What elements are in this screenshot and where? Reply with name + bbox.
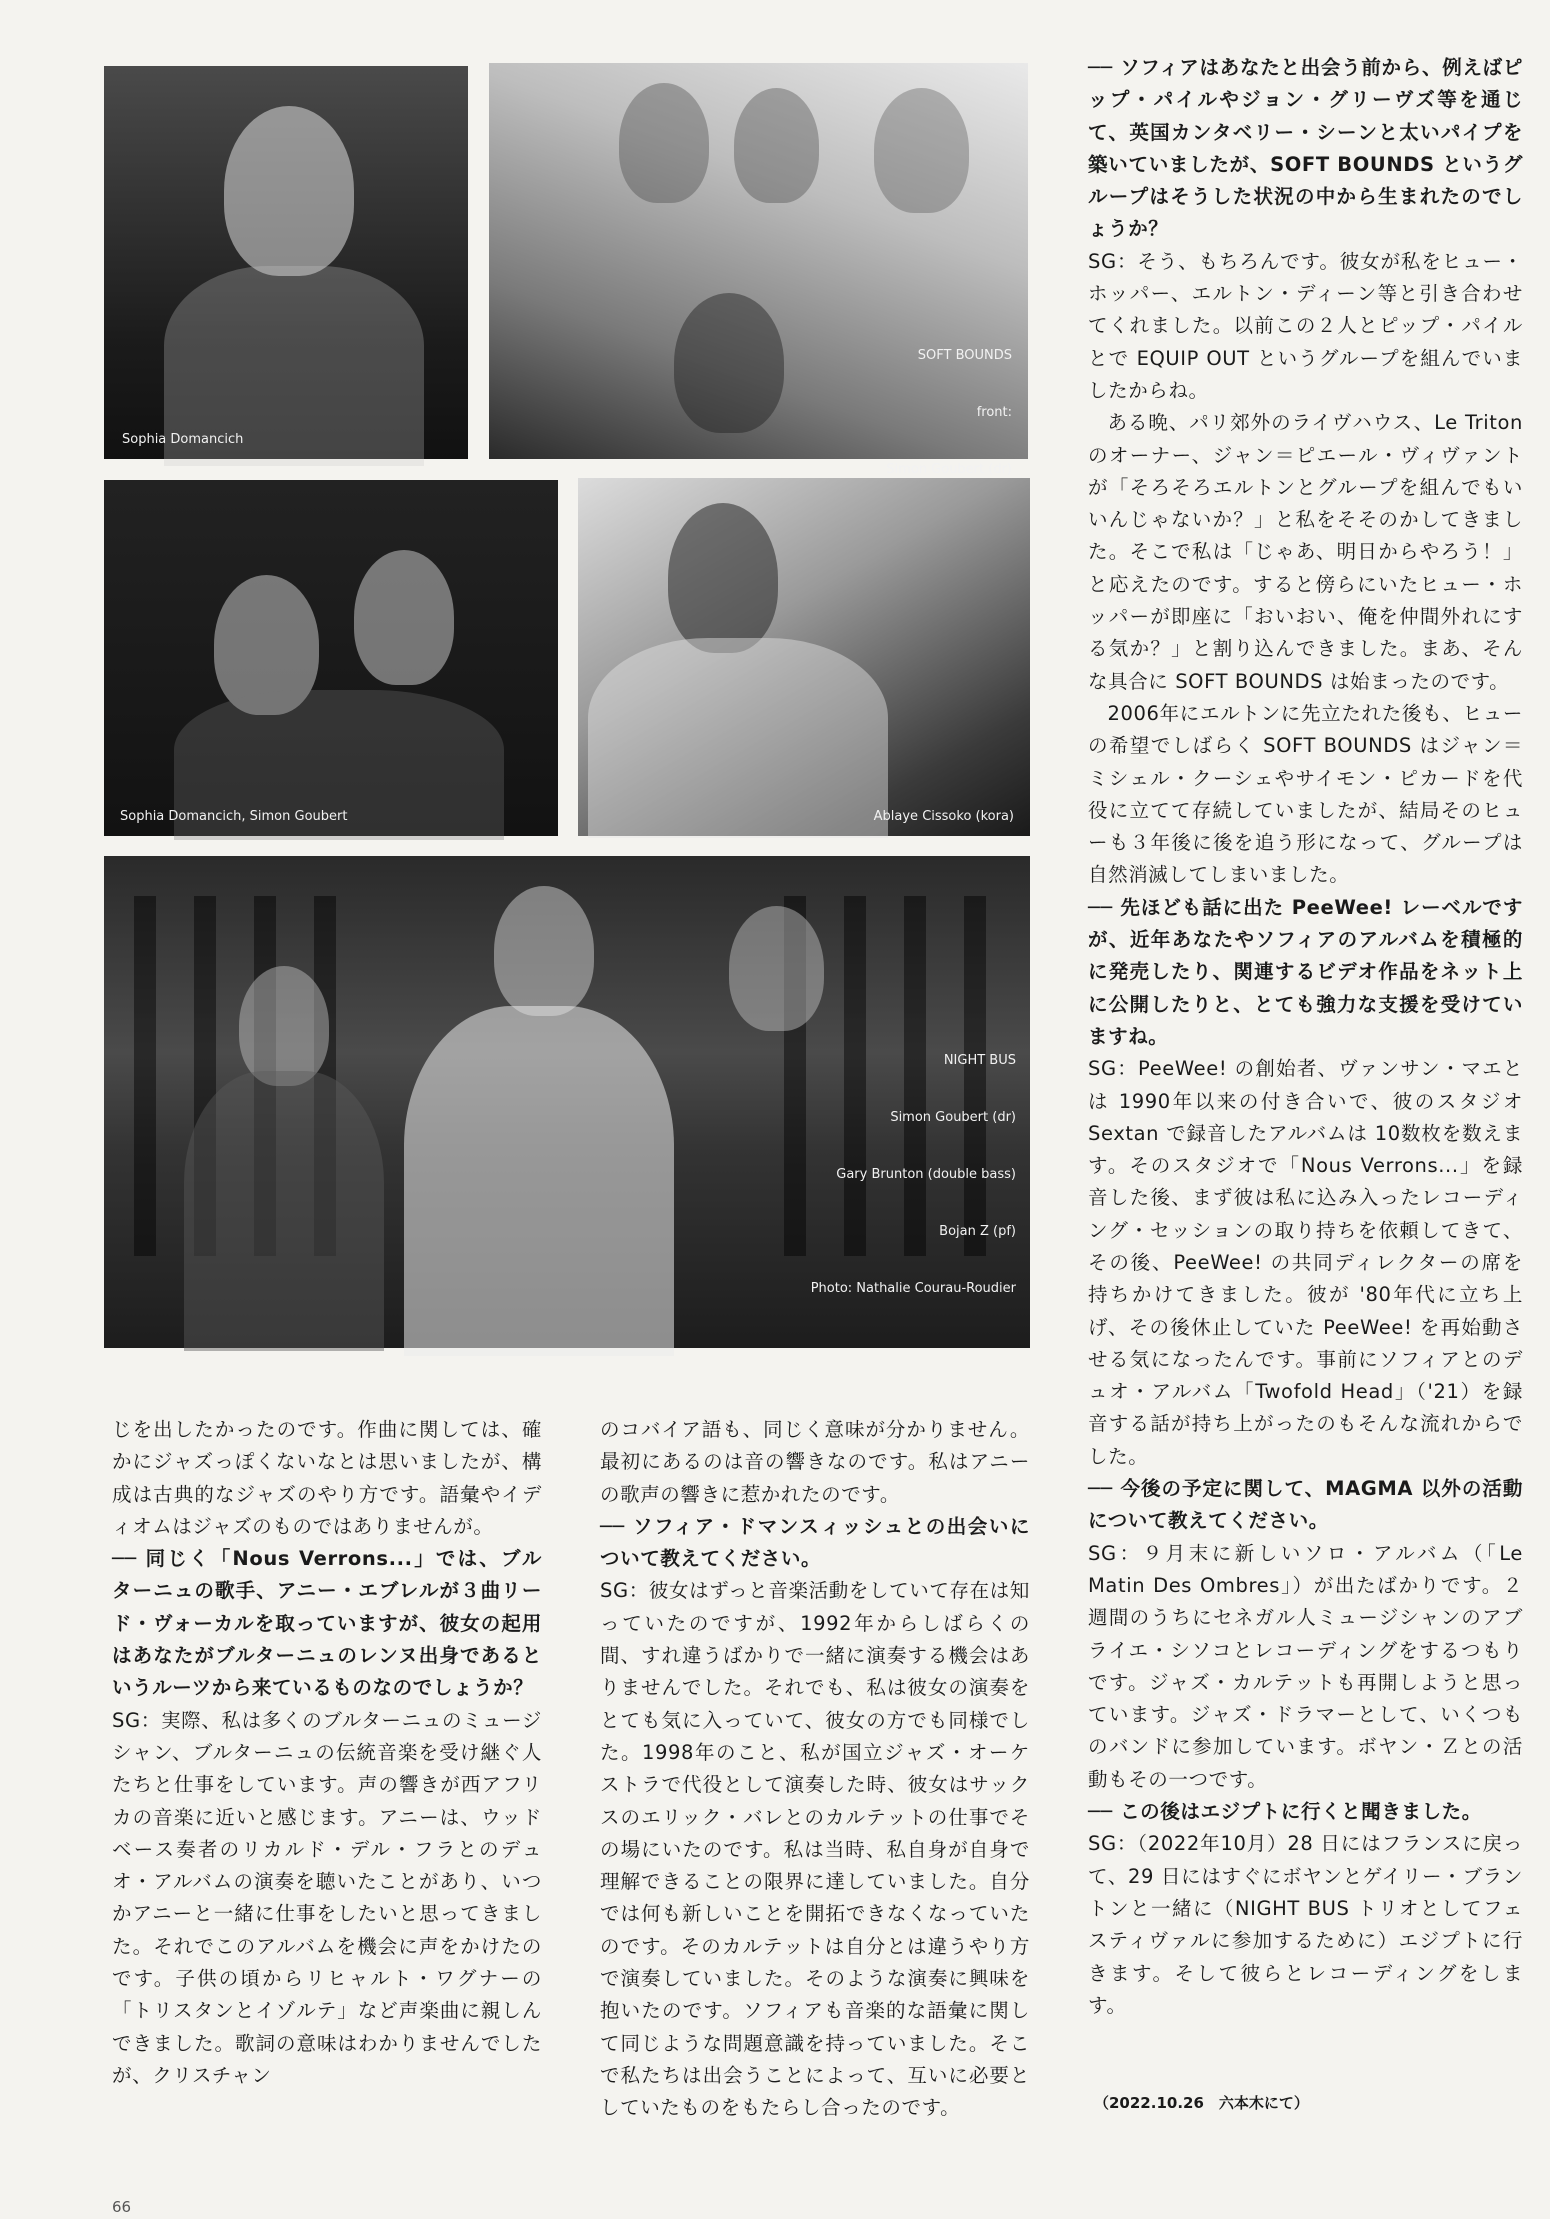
article-column-left — [112, 1414, 542, 2092]
photo-caption: Sophia Domancich, Simon Goubert — [120, 809, 348, 824]
caption-line: Bojan Z (pf) — [939, 1224, 1016, 1239]
caption-line: Simon Goubert (dr) — [890, 1110, 1016, 1125]
caption-line: Simon Goubert (dr) — [886, 462, 1012, 477]
photo-caption — [811, 1013, 1016, 1336]
interview-question: ── ソフィア・ドマンスィッシュとの出会いについて教えてください。 — [600, 1514, 1030, 1571]
interview-question: ── 同じく「Nous Verrons...」では、ブルターニュの歌手、アニー・エブレルが３曲リード・ヴォーカルを取っていますが、彼女の起用はあなたがブルターニュのレンヌ出身であるというルーツから来ているものなのでしょうか？ — [112, 1547, 542, 1700]
interview-paragraph: ある晩、パリ郊外のライヴハウス、Le Triton のオーナー、ジャン＝ピエール・ヴィヴァントが「そろそろエルトンとグループを組んでもいいんじゃないか？」と私をそそのかしてきました。そこで私は「じゃあ、明日からやろう！」と応えたのです。すると傍らにいたヒュー・ホッパーが即座に「おいおい、俺を仲間外れにする気か？」と割り込んできました。まあ、そんな具合に SOFT BOUNDS は始まったのです。 — [1088, 411, 1523, 693]
interview-paragraph: SG：そう、もちろんです。彼女が私をヒュー・ホッパー、エルトン・ディーン等と引き合わせてくれました。以前この２人とピップ・パイルとで EQUIP OUT というグループを組んでいましたからね。 — [1088, 249, 1523, 402]
article-column-right — [1088, 52, 1523, 2022]
caption-line: Gary Brunton (double bass) — [836, 1167, 1016, 1182]
caption-line: NIGHT BUS — [943, 1053, 1016, 1068]
interview-paragraph: SG：（2022年10月）28 日にはフランスに戻って、29 日にはすぐにボヤンとゲイリー・ブラントンと一緒に（NIGHT BUS トリオとしてフェスティヴァルに参加するために）エジプトに行きます。そして彼らとレコーディングをします。 — [1088, 1832, 1523, 2017]
photo-night-bus — [104, 856, 1030, 1348]
interview-paragraph: じを出したかったのです。作曲に関しては、確かにジャズっぽくないなとは思いましたが、構成は古典的なジャズのやり方です。語彙やイディオムはジャズのものではありませんが。 — [112, 1418, 542, 1538]
interview-paragraph: 2006年にエルトンに先立たれた後も、ヒューの希望でしばらく SOFT BOUNDS はジャン＝ミシェル・クーシェやサイモン・ピカードを代役に立てて存続していましたが、結局そのヒューも３年後に後を追う形になって、グループは自然消滅してしまいました。 — [1088, 701, 1523, 887]
photo-domancich-goubert — [104, 480, 558, 836]
interview-question: ── この後はエジプトに行くと聞きました。 — [1088, 1800, 1482, 1824]
interview-paragraph: SG：実際、私は多くのブルターニュのミュージシャン、ブルターニュの伝統音楽を受け継ぐ人たちと仕事をしています。声の響きが西アフリカの音楽に近いと感じます。アニーは、ウッドベース奏者のリカルド・デル・フラとのデュオ・アルバムの演奏を聴いたことがあり、いつかアニーと一緒に仕事をしたいと思ってきました。それでこのアルバムを機会に声をかけたのです。子供の頃からリヒャルト・ワグナーの「トリスタンとイゾルテ」など声楽曲に親しんできました。歌詞の意味はわかりませんでしたが、クリスチャン — [112, 1708, 542, 2087]
photo-sophia-domancich — [104, 66, 468, 459]
interview-paragraph: のコバイア語も、同じく意味が分かりません。最初にあるのは音の響きなのです。私はアニーの歌声の響きに惹かれたのです。 — [600, 1418, 1030, 1506]
page-number: 66 — [112, 2198, 132, 2216]
caption-line: Photo: Nathalie Courau-Roudier — [810, 1281, 1016, 1296]
interview-question: ── 先ほども話に出た PeeWee! レーベルですが、近年あなたやソフィアのアルバムを積極的に発売したり、関連するビデオ作品をネット上に公開したりと、とても強力な支援を受けていますね。 — [1088, 895, 1523, 1048]
interview-question: ── 今後の予定に関して、MAGMA 以外の活動について教えてください。 — [1088, 1477, 1523, 1533]
photo-ablaye-cissoko — [578, 478, 1030, 836]
photo-soft-bounds — [489, 63, 1028, 477]
interview-paragraph: SG：９月末に新しいソロ・アルバム（「Le Matin Des Ombres」）が出たばかりです。２週間のうちにセネガル人ミュージシャンのアブライエ・シソコとレコーディングをするつもりです。ジャズ・カルテットも再開しようと思っています。ジャズ・ドラマーとして、いくつものバンドに参加しています。ボヤン・Ｚとの活動もその一つです。 — [1088, 1541, 1523, 1791]
article-column-middle — [600, 1414, 1030, 2125]
photo-caption: Ablaye Cissoko (kora) — [873, 809, 1014, 824]
interview-paragraph: SG：PeeWee! の創始者、ヴァンサン・マエとは 1990年以来の付き合いで、彼のスタジオ Sextan で録音したアルバムは 10数枚を数えます。そのスタジオで「Nous Verrons...」を録音した後、まず彼は私に込み入ったレコーディング・セッションの取り持ちを依頼してきて、その後、PeeWee! の共同ディレクターの席を持ちかけてきました。彼が '80年代に立ち上げ、その後休止していた PeeWee! を再始動させる気になったんです。事前にソフィアとのデュオ・アルバム「Twofold Head」（'21）を録音する話が持ち上がったのもそんな流れからでした。 — [1088, 1057, 1523, 1468]
photo-caption: Sophia Domancich — [122, 432, 244, 447]
interview-paragraph: SG：彼女はずっと音楽活動をしていて存在は知っていたのですが、1992年からしばらくの間、すれ違うばかりで一緒に演奏する機会はありませんでした。それでも、私は彼女の演奏をとても気に入っていて、彼女の方でも同様でした。1998年のこと、私が国立ジャズ・オーケストラで代役として演奏した時、彼女はサックスのエリック・バレとのカルテットの仕事でその場にいたのです。私は当時、私自身が自身で理解できることの限界に達していました。自分では何も新しいことを開拓できなくなっていたのです。そのカルテットは自分とは違うやり方で演奏していました。そのような演奏に興味を抱いたのです。ソフィアも音楽的な語彙に関して同じような問題意識を持っていました。そこで私たちは出会うことによって、互いに必要としていたものをもたらし合ったのです。 — [600, 1579, 1030, 2120]
interview-date-location: （2022.10.26 六本木にて） — [1094, 2094, 1309, 2112]
caption-line: SOFT BOUNDS — [917, 348, 1012, 363]
caption-line: front: — [976, 405, 1012, 420]
interview-question: ── ソフィアはあなたと出会う前から、例えばピップ・パイルやジョン・グリーヴズ等を通じて、英国カンタベリー・シーンと太いパイプを築いていましたが、SOFT BOUNDS というグループはそうした状況の中から生まれたのでしょうか？ — [1088, 56, 1523, 241]
